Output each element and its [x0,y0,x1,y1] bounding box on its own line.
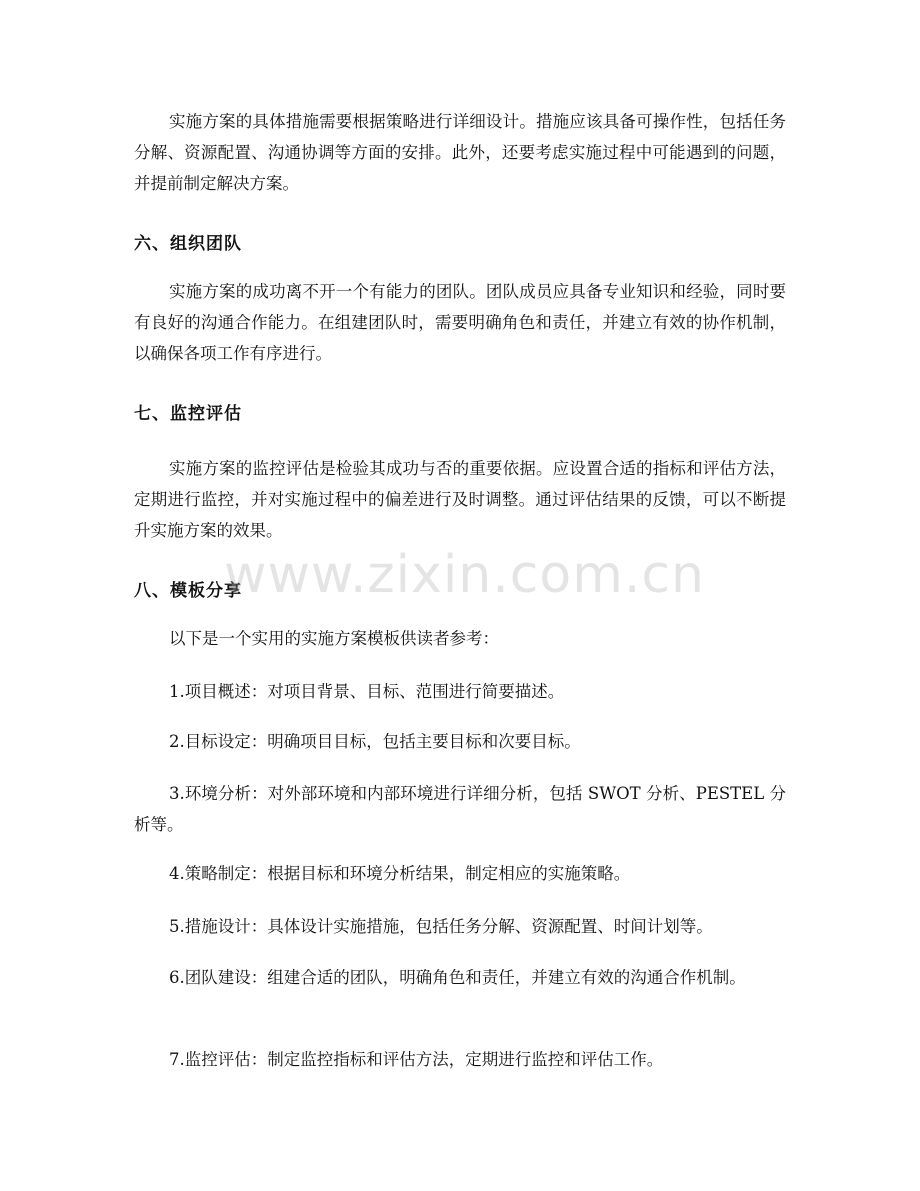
watermark: www.zixin.com.cn [224,545,705,605]
section-paragraph-6: 实施方案的成功离不开一个有能力的团队。团队成员应具备专业知识和经验，同时要有良好的沟通合作能力。在组建团队时，需要明确角色和责任，并建立有效的协作机制，以确保各项工作有序进行。 [134,282,786,363]
template-item-2: 2.目标设定：明确项目目标，包括主要目标和次要目标。 [169,732,581,751]
section-paragraph-8: 以下是一个实用的实施方案模板供读者参考： [169,629,499,648]
section-heading-7: 七、监控评估 [134,404,242,424]
template-item-4: 4.策略制定：根据目标和环境分析结果，制定相应的实施策略。 [169,864,631,883]
template-item-6: 6.团队建设：组建合适的团队，明确角色和责任，并建立有效的沟通合作机制。 [169,968,746,987]
template-item-7: 7.监控评估：制定监控指标和评估方法，定期进行监控和评估工作。 [169,1050,664,1069]
template-item-5: 5.措施设计：具体设计实施措施，包括任务分解、资源配置、时间计划等。 [169,917,713,936]
intro-paragraph: 实施方案的具体措施需要根据策略进行详细设计。措施应该具备可操作性，包括任务分解、资源配置、沟通协调等方面的安排。此外，还要考虑实施过程中可能遇到的问题，并提前制定解决方案。 [134,112,786,193]
section-heading-8: 八、模板分享 [134,581,242,601]
template-item-1: 1.项目概述：对项目背景、目标、范围进行简要描述。 [169,682,565,701]
section-heading-6: 六、组织团队 [134,234,242,254]
section-paragraph-7: 实施方案的监控评估是检验其成功与否的重要依据。应设置合适的指标和评估方法，定期进行监控，并对实施过程中的偏差进行及时调整。通过评估结果的反馈，可以不断提升实施方案的效果。 [134,459,786,540]
template-item-3: 3.环境分析：对外部环境和内部环境进行详细分析，包括 SWOT 分析、PESTEL 分析等。 [134,784,786,834]
